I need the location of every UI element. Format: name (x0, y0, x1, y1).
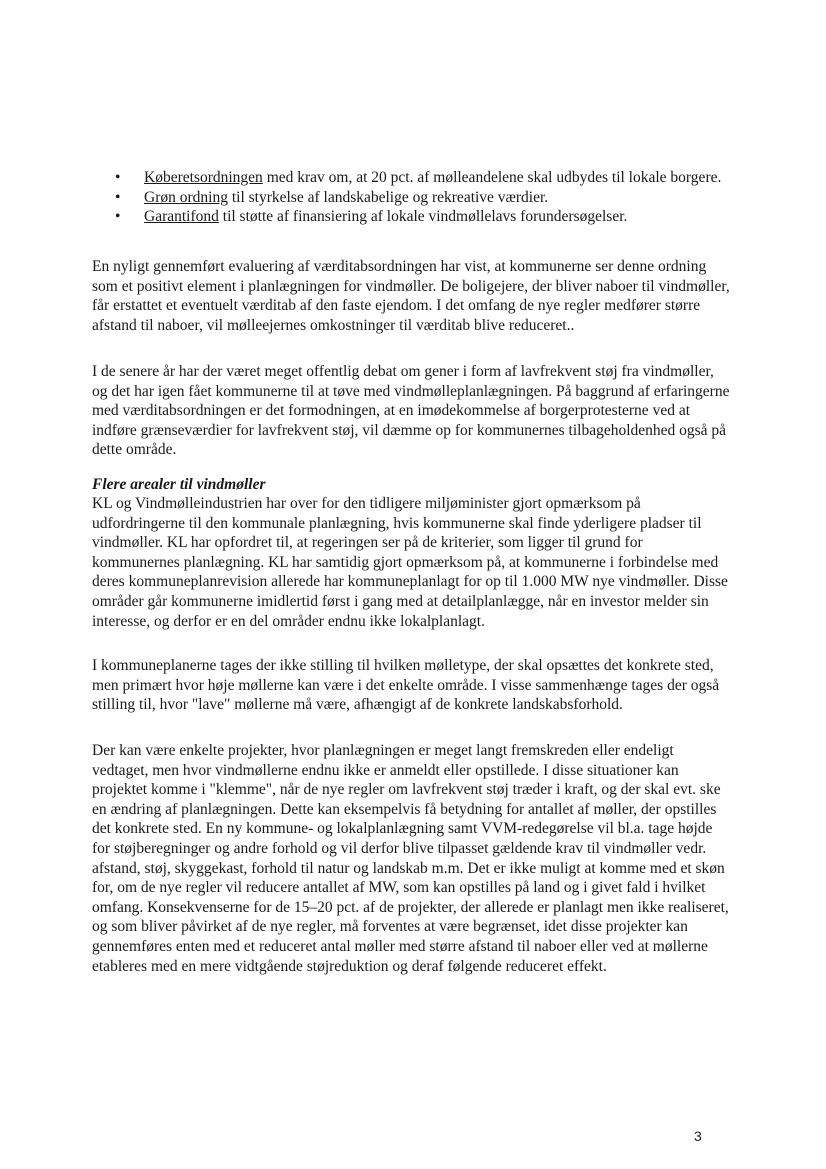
list-item-text: til styrkelse af landskabelige og rekreative værdier. (227, 188, 549, 206)
paragraph: I kommuneplanerne tages der ikke stilling til hvilken mølletype, der skal opsættes det konkrete sted, men primært hvor høje møllerne kan være i det enkelte område. I visse sammenhænge tages der også stilling til, hvor "lave" møllerne må være, afhængigt af de konkrete landskabsforhold. (92, 657, 720, 714)
paragraph: En nyligt gennemført evaluering af værditabsordningen har vist, at kommunerne ser denne ordning som et positivt element i planlægningen for vindmøller. De boligejere, der bliver naboer til vindmøller, får erstattet et eventuelt værditab af den faste ejendom. I det omfang de nye regler medfører større afstand til naboer, vil mølleejernes omkostninger til værditab blive reduceret.. (92, 258, 730, 334)
list-item (92, 188, 732, 208)
list-item-term: Garantifond (144, 208, 219, 225)
paragraph: KL og Vindmølleindustrien har over for den tidligere miljøminister gjort opmærksom på udfordringerne til den kommunale planlægning, hvis kommunerne skal finde yderligere pladser til vindmøller. KL har opfordret til, at regeringen ser på de kriterier, som ligger til grund for kommunernes planlægning. KL har samtidig gjort opmærksom på, at kommunerne i forbindelse med deres kommuneplanrevision allerede har kommuneplanlagt for op til 1.000 MW nye vindmøller. Disse områder går kommunerne imidlertid først i gang med at detailplanlægge, når en investor melder sin interesse, og derfor er en del områder endnu ikke lokalplanlagt. (92, 495, 728, 630)
list-item-term: Køberetsordningen (144, 169, 263, 186)
bullet-icon: • (115, 208, 121, 225)
list-item-text: med krav om, at 20 pct. af mølleandelene skal udbydes til lokale borgere. (262, 169, 722, 186)
list-item-term: Grøn ordning (144, 188, 228, 206)
section-heading: Flere arealer til vindmøller (92, 476, 266, 493)
list-item (92, 207, 732, 227)
paragraph: I de senere år har der været meget offentlig debat om gener i form af lavfrekvent støj fra vindmøller, og det har igen fået kommunerne til at tøve med vindmølleplanlægningen. På baggrund af erfaringerne med værditabsordningen er det formodningen, at en imødekommelse af borgerprotesterne ved at indføre grænseværdier for lavfrekvent støj, vil dæmme op for kommunernes tilbageholdenhed også på dette område. (92, 363, 730, 459)
bullet-icon: • (115, 188, 121, 206)
bullet-list (92, 168, 732, 227)
paragraph: Der kan være enkelte projekter, hvor planlægningen er meget langt fremskreden eller endeligt vedtaget, men hvor vindmøllerne endnu ikke er anmeldt eller opstillede. I disse situationer kan projektet komme i "klemme", når de nye regler om lavfrekvent støj træder i kraft, og der skal evt. ske en ændring af planlægningen. Dette kan eksempelvis få betydning for antallet af møller, der opstilles det konkrete sted. En ny kommune- og lokalplanlægning samt VVM-redegørelse vil bl.a. tage højde for støjberegninger og andre forhold og vil derfor blive tilpasset gældende krav til vindmøller vedr. afstand, støj, skyggekast, forhold til natur og landskab m.m. Det er ikke muligt at komme med et skøn for, om de nye regler vil reducere antallet af MW, som kan opstilles på land og i givet fald i hvilket omfang. Konsekvenserne for de 15–20 pct. af de projekter, der allerede er planlagt men ikke realiseret, og som bliver påvirket af de nye regler, må forventes at være begrænset, idet disse projekter kan gennemføres enten med et reduceret antal møller med større afstand til naboer eller ved at møllerne etableres med en mere vidtgående støjreduktion og deraf følgende reduceret effekt. (92, 742, 729, 975)
bullet-icon: • (115, 169, 121, 186)
page-number: 3 (694, 1128, 702, 1144)
list-item-text: til støtte af finansiering af lokale vindmøllelavs forundersøgelser. (218, 208, 628, 225)
list-item (92, 168, 732, 188)
